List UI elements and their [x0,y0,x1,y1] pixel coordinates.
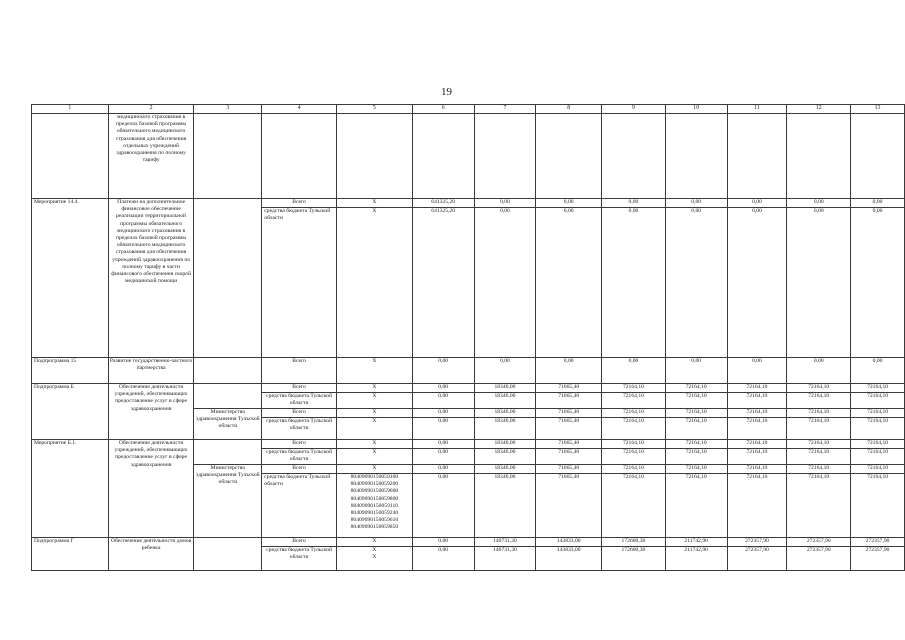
value-cell: 0,00 [727,208,787,358]
value-cell: 72164,10 [787,465,851,474]
value-cell: 72164,10 [665,409,727,418]
budget-table [31,104,905,571]
value-cell: 272357,90 [787,538,851,547]
program-code: Подпрограмма 15 [32,358,109,384]
value-cell: 272357,90 [727,547,787,571]
program-code: Подпрограмма Б [32,384,109,440]
value-cell: 0,00 [412,547,474,571]
value-cell: 72164,10 [665,474,727,538]
value-cell: 211742,90 [665,538,727,547]
value-cell: 0,00 [851,199,905,208]
cell [536,114,602,199]
value-cell: 72164,10 [602,449,666,465]
cell [412,114,474,199]
budget-code [336,547,412,571]
col-header: 2 [108,105,194,114]
value-cell: 72164,10 [851,465,905,474]
value-cell: 0,00 [787,199,851,208]
value-cell: 72164,10 [727,409,787,418]
funding-source: средства бюджета Тульской области [262,393,337,409]
measure-description: Обеспечение деятельности домов ребенка [108,538,194,571]
budget-code-text: Х [372,547,377,553]
measure-description: медицинского страхования в пределах базовой программы обязательного медицинского страхования для обеспечения отдельных учреждений здравоохранения по полному тарифу [108,114,194,199]
executor [194,358,262,384]
value-cell: 641325,20 [412,208,474,358]
value-cell: 72164,10 [787,409,851,418]
value-cell: 72164,10 [665,465,727,474]
executor [194,440,262,465]
value-cell: 0,00 [536,358,602,384]
value-cell: 0,00 [412,393,474,409]
value-cell: 72164,10 [727,418,787,440]
value-cell: 72164,10 [665,418,727,440]
budget-code: Х [336,384,412,393]
cell [32,114,109,199]
budget-code: Х [336,449,412,465]
value-cell: 211742,90 [665,547,727,571]
budget-codes-list: 80409090150059100 80409090150059200 80409090150059600 80409090150059800 80409090150059110 80409090150059240 80409090150059610 80409090150059850 [336,474,412,538]
value-cell: 72164,10 [851,418,905,440]
value-cell: 72164,10 [851,393,905,409]
budget-code: Х [336,208,412,358]
value-cell: 0,00 [536,199,602,208]
value-cell: 0,00 [412,418,474,440]
executor: Министерство здравоохранения Тульской области [194,409,262,440]
value-cell: 0,00 [474,199,536,208]
value-cell: 172600,30 [602,538,666,547]
value-cell: 72164,10 [851,409,905,418]
col-header: 8 [536,105,602,114]
col-header: 4 [262,105,337,114]
value-cell: 0,00 [727,199,787,208]
continuation-row [32,114,905,199]
value-cell: 72164,10 [602,409,666,418]
value-cell: 71665,40 [536,393,602,409]
cell [851,114,905,199]
value-cell: 72164,10 [727,474,787,538]
value-cell: 18346,00 [474,384,536,393]
funding-source: Всего [262,358,337,384]
col-header: 9 [602,105,666,114]
table-row [32,538,905,547]
executor [194,199,262,358]
value-cell: 71665,40 [536,465,602,474]
value-cell: 71665,40 [536,384,602,393]
budget-code: Х [336,358,412,384]
budget-code: Х [336,440,412,449]
cell [262,114,337,199]
value-cell: 72164,10 [851,449,905,465]
value-cell: 18346,00 [474,393,536,409]
page-number: 19 [441,86,452,98]
value-cell: 272357,90 [727,538,787,547]
value-cell: 0,00 [787,358,851,384]
funding-source: Всего [262,440,337,449]
value-cell: 0,00 [665,199,727,208]
value-cell: 272357,90 [851,547,905,571]
value-cell: 140731,30 [474,547,536,571]
value-cell: 143833,00 [536,547,602,571]
value-cell: 272357,90 [787,547,851,571]
value-cell: 71665,40 [536,474,602,538]
program-code: Мероприятие 14.4. [32,199,109,358]
budget-code: Х [336,538,412,547]
value-cell: 71665,40 [536,418,602,440]
budget-code: Х [336,465,412,474]
col-header: 7 [474,105,536,114]
value-cell: 0,00 [412,384,474,393]
value-cell: 72164,10 [787,474,851,538]
cell [727,114,787,199]
value-cell: 18346,00 [474,449,536,465]
value-cell: 0,00 [727,358,787,384]
value-cell: 641325,20 [412,199,474,208]
value-cell: 72164,10 [727,440,787,449]
funding-source: средства бюджета Тульской области [262,208,337,358]
col-header: 12 [787,105,851,114]
executor [194,384,262,409]
value-cell: 72164,10 [727,393,787,409]
table-row [32,358,905,384]
measure-description: Развитие государственно-частного партнерства [108,358,194,384]
value-cell: 72164,10 [602,384,666,393]
col-header: 3 [194,105,262,114]
measure-description: Обеспечение деятельности учреждений, обеспечивающих предоставление услуг в сфере здравоохранения [108,384,194,440]
value-cell: 0,00 [412,409,474,418]
value-cell: 72164,10 [727,465,787,474]
cell [602,114,666,199]
value-cell: 0,00 [412,474,474,538]
program-code: Подпрограмма Г [32,538,109,571]
value-cell: 71665,40 [536,449,602,465]
value-cell: 0,00 [412,440,474,449]
value-cell: 0,00 [851,208,905,358]
value-cell: 18346,00 [474,465,536,474]
value-cell: 72164,10 [727,449,787,465]
value-cell: 71665,40 [536,409,602,418]
value-cell: 0,00 [851,358,905,384]
value-cell: 72164,10 [665,384,727,393]
funding-source: средства бюджета Тульской области [262,474,337,538]
value-cell: 72164,10 [665,393,727,409]
value-cell: 0,00 [602,208,666,358]
value-cell: 0,00 [412,538,474,547]
program-code: Мероприятие Б.1. [32,440,109,538]
value-cell: 0,00 [474,358,536,384]
value-cell: 18346,00 [474,418,536,440]
col-header: 5 [336,105,412,114]
value-cell: 0,00 [665,208,727,358]
funding-source: Всего [262,538,337,547]
value-cell: 0,00 [536,208,602,358]
cell [194,114,262,199]
table-row [32,440,905,449]
measure-description: Обеспечение деятельности учреждений, обеспечивающих предоставление услуг в сфере здравоохранения [108,440,194,538]
table-row [32,199,905,208]
col-header: 1 [32,105,109,114]
value-cell: 0,00 [602,199,666,208]
measure-description: Платежи на дополнительное финансовое обеспечение реализации территориальной программы обязательного медицинского страхования в пределах базовой программы обязательного медицинского страхования для обеспечения учреждений здравоохранения по полному тарифу в части финансового обеспечения скорой медицинской помощи [108,199,194,358]
cell [474,114,536,199]
table-row [32,384,905,393]
value-cell: 72164,10 [787,393,851,409]
value-cell: 0,00 [412,465,474,474]
funding-source: Всего [262,199,337,208]
funding-source: Всего [262,409,337,418]
value-cell: 18346,00 [474,409,536,418]
funding-source: Всего [262,384,337,393]
col-header: 6 [412,105,474,114]
funding-source: средства бюджета Тульской области [262,449,337,465]
value-cell: 140731,30 [474,538,536,547]
value-cell: 72164,10 [665,440,727,449]
value-cell: 0,00 [602,358,666,384]
funding-source: средства бюджета Тульской области [262,418,337,440]
value-cell: 72164,10 [602,474,666,538]
col-header: 10 [665,105,727,114]
value-cell: 18346,00 [474,440,536,449]
value-cell: 72164,10 [851,474,905,538]
funding-source: средства бюджета Тульской области [262,547,337,571]
value-cell: 72164,10 [787,449,851,465]
value-cell: 72164,10 [602,440,666,449]
budget-code-text: Х [372,554,377,561]
value-cell: 72164,10 [787,384,851,393]
budget-code: Х [336,418,412,440]
budget-code: Х [336,409,412,418]
budget-code: Х [336,199,412,208]
value-cell: 72164,10 [727,384,787,393]
executor [194,538,262,571]
value-cell: 172600,30 [602,547,666,571]
value-cell: 143833,00 [536,538,602,547]
value-cell: 72164,10 [787,440,851,449]
value-cell: 72164,10 [602,393,666,409]
col-header: 11 [727,105,787,114]
value-cell: 72164,10 [665,449,727,465]
cell [665,114,727,199]
cell [336,114,412,199]
value-cell: 72164,10 [602,418,666,440]
column-numbers-row [32,105,905,114]
col-header: 13 [851,105,905,114]
value-cell: 0,00 [787,208,851,358]
funding-source: Всего [262,465,337,474]
value-cell: 0,00 [412,358,474,384]
value-cell: 0,00 [474,208,536,358]
value-cell: 0,00 [412,449,474,465]
value-cell: 272357,90 [851,538,905,547]
value-cell: 0,00 [665,358,727,384]
value-cell: 72164,10 [787,418,851,440]
value-cell: 72164,10 [851,440,905,449]
budget-code: Х [336,393,412,409]
cell [787,114,851,199]
executor: Министерство здравоохранения Тульской области [194,465,262,538]
value-cell: 72164,10 [602,465,666,474]
value-cell: 72164,10 [851,384,905,393]
value-cell: 71665,40 [536,440,602,449]
value-cell: 18346,00 [474,474,536,538]
